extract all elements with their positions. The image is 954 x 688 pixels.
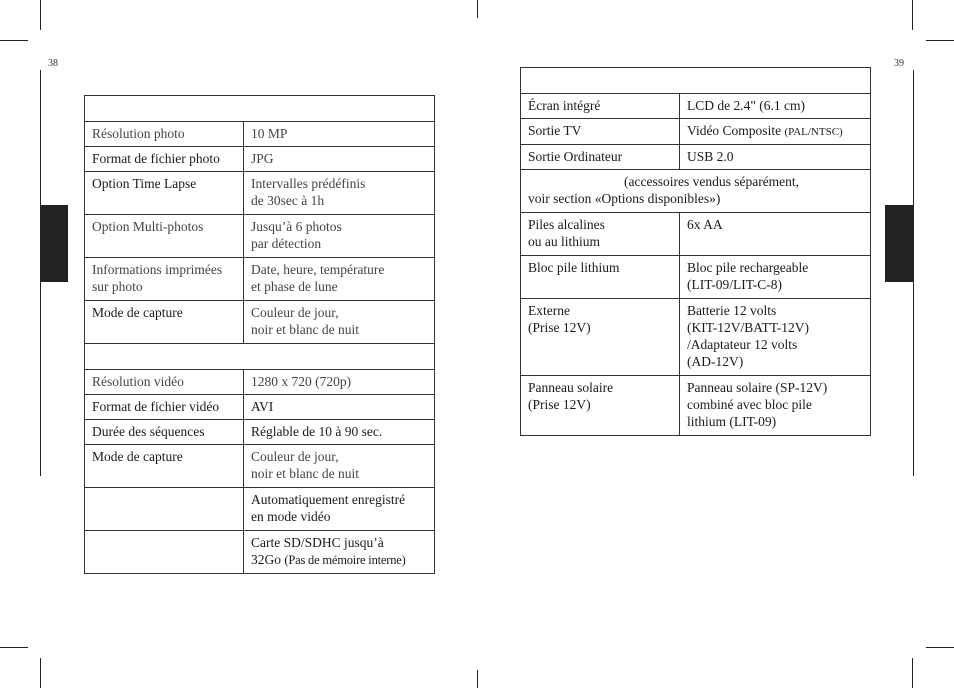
table-row	[521, 299, 871, 376]
display-power-spec-table	[520, 67, 871, 436]
value-line: noir et blanc de nuit	[251, 466, 359, 481]
row-label	[85, 258, 244, 301]
row-label: Sortie TV	[521, 119, 680, 145]
crop-mark	[912, 658, 913, 688]
display-section-header	[521, 68, 871, 94]
row-value	[680, 299, 871, 376]
row-value	[244, 215, 435, 258]
row-label	[85, 531, 244, 574]
table-row	[521, 256, 871, 299]
row-value: LCD de 2.4" (6.1 cm)	[680, 94, 871, 119]
value-line: (KIT-12V/BATT-12V)	[687, 320, 809, 335]
row-label: Durée des séquences	[85, 420, 244, 445]
photo-section-header	[85, 96, 435, 122]
video-section-header	[85, 344, 435, 370]
table-row	[85, 147, 435, 172]
row-label: Option Time Lapse	[85, 172, 244, 215]
row-value: Réglable de 10 à 90 sec.	[244, 420, 435, 445]
row-value	[244, 488, 435, 531]
row-value	[244, 531, 435, 574]
value-line: combiné avec bloc pile	[687, 397, 812, 412]
label-line: Panneau solaire	[528, 380, 614, 395]
crop-mark	[0, 647, 28, 648]
row-label: Format de fichier photo	[85, 147, 244, 172]
value-line: en mode vidéo	[251, 509, 331, 524]
value-line: (AD-12V)	[687, 354, 744, 369]
row-label: Résolution vidéo	[85, 370, 244, 395]
row-label	[85, 488, 244, 531]
crop-mark	[40, 0, 41, 30]
page-number-right: 39	[894, 58, 904, 69]
row-label: Écran intégré	[521, 94, 680, 119]
value-line: Automatiquement enregistré	[251, 492, 406, 507]
label-line: (Prise 12V)	[528, 397, 591, 412]
value-text: 32Go	[251, 552, 285, 567]
value-line: Date, heure, température	[251, 262, 385, 277]
label-line: Piles alcalines	[528, 217, 605, 232]
row-label: Mode de capture	[85, 301, 244, 344]
label-line: ou au lithium	[528, 234, 600, 249]
power-note	[521, 170, 871, 213]
value-line: Couleur de jour,	[251, 449, 339, 464]
table-row	[521, 145, 871, 170]
value-note: (PAL/NTSC)	[784, 126, 843, 138]
row-value	[680, 256, 871, 299]
row-label	[521, 213, 680, 256]
table-row	[521, 119, 871, 145]
table-row	[85, 488, 435, 531]
row-value	[244, 445, 435, 488]
row-label: Sortie Ordinateur	[521, 145, 680, 170]
row-value: USB 2.0	[680, 145, 871, 170]
table-row	[521, 94, 871, 119]
value-line: Panneau solaire (SP-12V)	[687, 380, 828, 395]
value-line: noir et blanc de nuit	[251, 322, 359, 337]
table-row	[85, 172, 435, 215]
power-section-header	[521, 170, 871, 213]
row-label: Mode de capture	[85, 445, 244, 488]
row-value	[680, 376, 871, 436]
section-tab-left	[40, 205, 68, 282]
edge-line	[913, 70, 914, 476]
table-row	[85, 370, 435, 395]
value-line: et phase de lune	[251, 279, 338, 294]
value-line: Intervalles prédéfinis	[251, 176, 366, 191]
value-line: Couleur de jour,	[251, 305, 339, 320]
row-value: JPG	[244, 147, 435, 172]
row-label	[521, 376, 680, 436]
label-line: Informations imprimées	[92, 262, 223, 277]
row-value	[244, 172, 435, 215]
value-line: (LIT-09/LIT-C-8)	[687, 277, 782, 292]
section-tab-right	[885, 205, 913, 282]
crop-mark	[912, 0, 913, 30]
page-number-left: 38	[48, 58, 58, 69]
row-value	[244, 301, 435, 344]
row-label: Bloc pile lithium	[521, 256, 680, 299]
row-label: Option Multi-photos	[85, 215, 244, 258]
table-row	[85, 215, 435, 258]
value-line: /Adaptateur 12 volts	[687, 337, 798, 352]
table-row	[85, 258, 435, 301]
crop-mark	[40, 658, 41, 688]
crop-mark	[0, 40, 28, 41]
value-line: Carte SD/SDHC jusqu’à	[251, 535, 384, 550]
table-row	[85, 420, 435, 445]
crop-mark	[477, 0, 478, 18]
crop-mark	[477, 670, 478, 688]
row-value	[244, 258, 435, 301]
camera-spec-table	[84, 95, 435, 574]
value-line: Batterie 12 volts	[687, 303, 777, 318]
crop-mark	[926, 40, 954, 41]
note-line: (accessoires vendus séparément,	[624, 174, 800, 189]
crop-mark	[926, 647, 954, 648]
value-line: Bloc pile rechargeable	[687, 260, 809, 275]
table-row	[521, 376, 871, 436]
row-value: 1280 x 720 (720p)	[244, 370, 435, 395]
row-label: Résolution photo	[85, 122, 244, 147]
value-line	[251, 551, 428, 569]
note-line: voir section «Options disponibles»)	[528, 191, 721, 206]
value-line: lithium (LIT-09)	[687, 414, 777, 429]
row-value: AVI	[244, 395, 435, 420]
table-row	[85, 445, 435, 488]
label-line: (Prise 12V)	[528, 320, 591, 335]
value-text: Vidéo Composite	[687, 123, 785, 138]
table-row	[85, 531, 435, 574]
value-line: Jusqu’à 6 photos	[251, 219, 342, 234]
label-line: Externe	[528, 303, 570, 318]
row-value	[680, 119, 871, 145]
row-value: 10 MP	[244, 122, 435, 147]
row-label	[521, 299, 680, 376]
row-value: 6x AA	[680, 213, 871, 256]
table-row	[85, 301, 435, 344]
value-note: (Pas de mémoire interne)	[284, 553, 406, 567]
table-row	[85, 395, 435, 420]
row-label: Format de fichier vidéo	[85, 395, 244, 420]
value-line: de 30sec à 1h	[251, 193, 325, 208]
label-line: sur photo	[92, 279, 143, 294]
table-row	[85, 122, 435, 147]
value-line: par détection	[251, 236, 322, 251]
table-row	[521, 213, 871, 256]
